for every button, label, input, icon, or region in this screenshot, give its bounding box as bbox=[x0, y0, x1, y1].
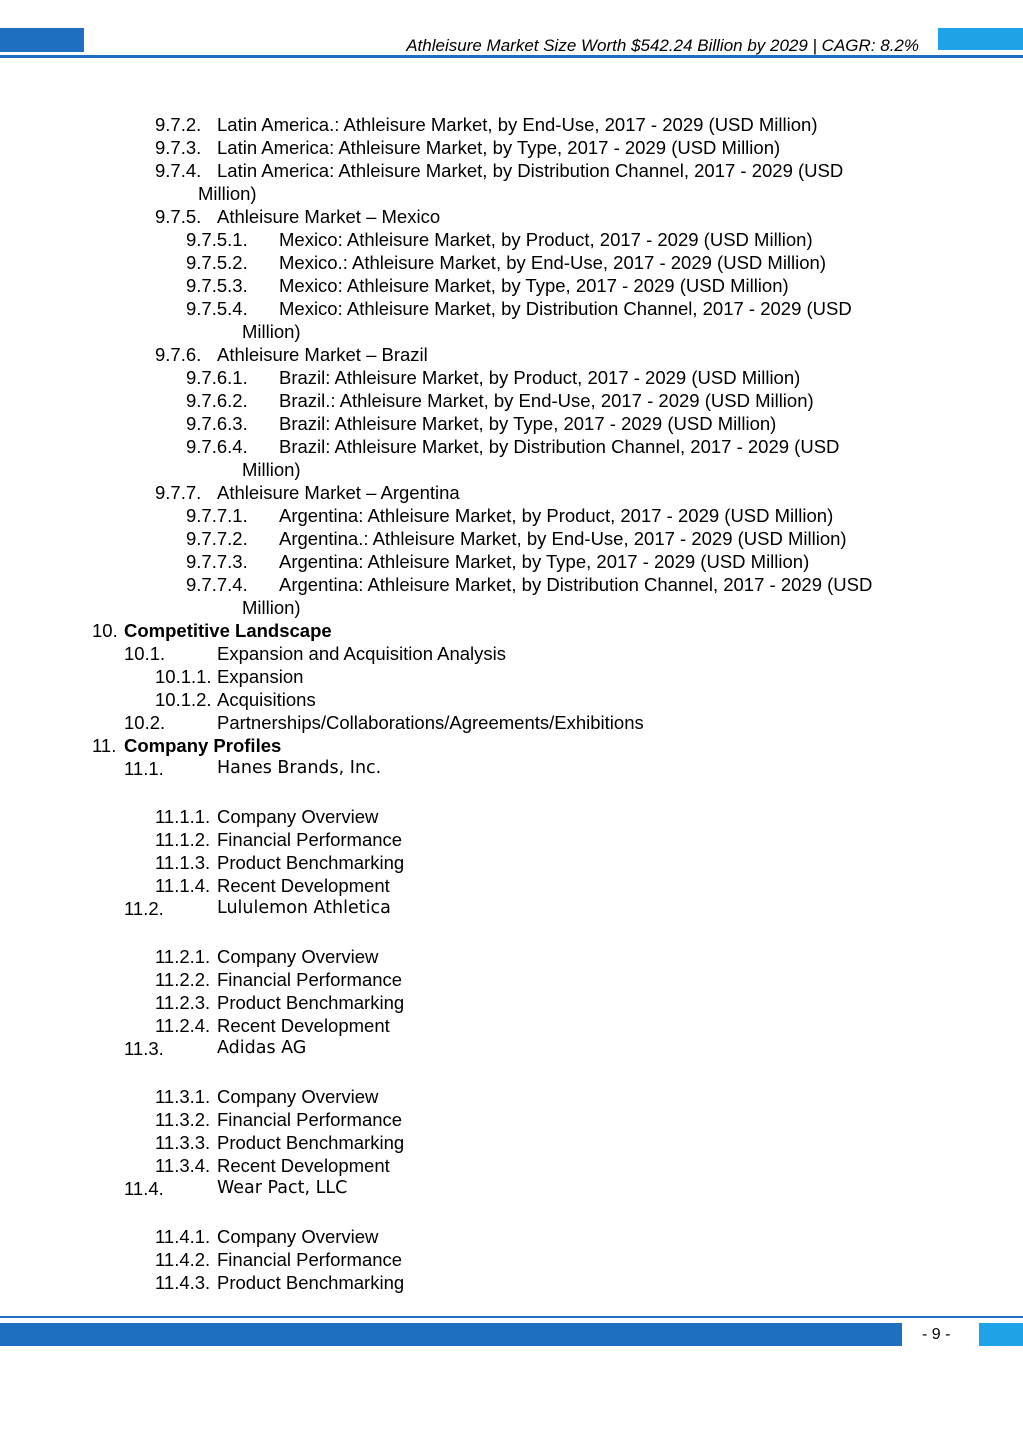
toc-entry bbox=[0, 968, 1023, 991]
table-of-contents bbox=[0, 113, 1023, 1294]
toc-text: Mexico: Athleisure Market, by Type, 2017 - 2029 (USD Million) bbox=[279, 275, 789, 296]
header-accent-left bbox=[0, 28, 84, 52]
toc-text: Company Overview bbox=[217, 806, 379, 827]
toc-entry bbox=[0, 527, 1023, 550]
toc-number: 11.4. bbox=[124, 1178, 164, 1199]
toc-text: Mexico.: Athleisure Market, by End-Use, 2017 - 2029 (USD Million) bbox=[279, 252, 826, 273]
toc-company-name: Lululemon Athletica bbox=[217, 898, 391, 918]
toc-number: 11.2.2. bbox=[155, 969, 211, 990]
toc-number: 11.3.4. bbox=[155, 1155, 211, 1176]
toc-entry bbox=[0, 159, 1023, 182]
toc-number: 9.7.6.3. bbox=[186, 413, 248, 434]
toc-text: Brazil: Athleisure Market, by Product, 2017 - 2029 (USD Million) bbox=[279, 367, 801, 388]
toc-number: 9.7.5.4. bbox=[186, 298, 248, 319]
toc-number: 10.2. bbox=[124, 712, 166, 733]
toc-chapter-title: Competitive Landscape bbox=[124, 620, 332, 641]
toc-text: Financial Performance bbox=[217, 1109, 403, 1130]
toc-text: Argentina: Athleisure Market, by Product, 2017 - 2029 (USD Million) bbox=[279, 505, 834, 526]
toc-text: Athleisure Market – Argentina bbox=[217, 482, 460, 503]
toc-text: Million) bbox=[198, 183, 257, 204]
toc-company-name: Wear Pact, LLC bbox=[217, 1178, 348, 1198]
toc-number: 9.7.7.2. bbox=[186, 528, 248, 549]
toc-text: Argentina.: Athleisure Market, by End-Use, 2017 - 2029 (USD Million) bbox=[279, 528, 847, 549]
toc-entry bbox=[0, 1108, 1023, 1131]
toc-text: Financial Performance bbox=[217, 969, 403, 990]
toc-entry bbox=[0, 688, 1023, 711]
toc-entry bbox=[0, 1014, 1023, 1037]
toc-entry bbox=[0, 113, 1023, 136]
toc-text: Financial Performance bbox=[217, 1249, 403, 1270]
toc-number: 11.4.3. bbox=[155, 1272, 211, 1293]
toc-number: 10.1.2. bbox=[155, 689, 212, 710]
toc-entry-continuation bbox=[0, 458, 1023, 481]
toc-number: 11.4.2. bbox=[155, 1249, 211, 1270]
toc-text: Acquisitions bbox=[217, 689, 316, 710]
toc-number: 11.2.1. bbox=[155, 946, 211, 967]
toc-number: 11.1. bbox=[124, 758, 164, 779]
toc-number: 11. bbox=[92, 735, 117, 756]
toc-entry bbox=[0, 945, 1023, 968]
toc-number: 11.4.1. bbox=[155, 1226, 211, 1247]
toc-chapter bbox=[0, 734, 1023, 757]
toc-entry-continuation bbox=[0, 182, 1023, 205]
toc-text: Argentina: Athleisure Market, by Type, 2017 - 2029 (USD Million) bbox=[279, 551, 810, 572]
toc-number: 11.2. bbox=[124, 898, 164, 919]
toc-number: 9.7.7.4. bbox=[186, 574, 248, 595]
toc-company-name: Adidas AG bbox=[217, 1038, 307, 1058]
toc-number: 9.7.6.1. bbox=[186, 367, 248, 388]
toc-text: Athleisure Market – Mexico bbox=[217, 206, 441, 227]
toc-number: 9.7.7. bbox=[155, 482, 202, 503]
toc-entry bbox=[0, 805, 1023, 828]
toc-text: Latin America: Athleisure Market, by Type, 2017 - 2029 (USD Million) bbox=[217, 137, 781, 158]
page-number: - 9 - bbox=[922, 1326, 951, 1343]
toc-number: 9.7.5.1. bbox=[186, 229, 248, 250]
toc-entry bbox=[0, 274, 1023, 297]
toc-entry bbox=[0, 851, 1023, 874]
toc-entry bbox=[0, 711, 1023, 734]
toc-text: Athleisure Market – Brazil bbox=[217, 344, 428, 365]
toc-text: Expansion bbox=[217, 666, 304, 687]
toc-company bbox=[0, 1037, 1023, 1060]
toc-entry bbox=[0, 366, 1023, 389]
header-rule bbox=[0, 55, 1023, 58]
toc-number: 11.3.2. bbox=[155, 1109, 211, 1130]
toc-chapter bbox=[0, 619, 1023, 642]
toc-text: Product Benchmarking bbox=[217, 992, 405, 1013]
toc-number: 9.7.3. bbox=[155, 137, 202, 158]
toc-entry bbox=[0, 991, 1023, 1014]
toc-text: Million) bbox=[242, 597, 301, 618]
toc-number: 11.1.2. bbox=[155, 829, 211, 850]
toc-entry bbox=[0, 228, 1023, 251]
toc-number: 11.2.4. bbox=[155, 1015, 211, 1036]
toc-entry-continuation bbox=[0, 596, 1023, 619]
toc-number: 9.7.6.4. bbox=[186, 436, 248, 457]
toc-entry bbox=[0, 343, 1023, 366]
footer-accent-left bbox=[0, 1323, 902, 1346]
toc-number: 9.7.2. bbox=[155, 114, 202, 135]
toc-number: 11.3.3. bbox=[155, 1132, 211, 1153]
toc-entry bbox=[0, 1085, 1023, 1108]
toc-text: Company Overview bbox=[217, 946, 379, 967]
toc-number: 9.7.7.1. bbox=[186, 505, 248, 526]
toc-number: 9.7.7.3. bbox=[186, 551, 248, 572]
toc-entry bbox=[0, 665, 1023, 688]
toc-number: 9.7.5.3. bbox=[186, 275, 248, 296]
header-accent-right bbox=[938, 28, 1023, 50]
toc-entry bbox=[0, 1225, 1023, 1248]
toc-number: 9.7.5. bbox=[155, 206, 202, 227]
toc-number: 10.1. bbox=[124, 643, 166, 664]
toc-text: Company Overview bbox=[217, 1226, 379, 1247]
toc-text: Mexico: Athleisure Market, by Product, 2017 - 2029 (USD Million) bbox=[279, 229, 813, 250]
toc-number: 9.7.5.2. bbox=[186, 252, 248, 273]
toc-number: 10. bbox=[92, 620, 118, 641]
toc-text: Financial Performance bbox=[217, 829, 403, 850]
toc-chapter-title: Company Profiles bbox=[124, 735, 282, 756]
toc-text: Expansion and Acquisition Analysis bbox=[217, 643, 506, 664]
toc-number: 10.1.1. bbox=[155, 666, 212, 687]
toc-company bbox=[0, 897, 1023, 920]
toc-entry bbox=[0, 573, 1023, 596]
toc-entry bbox=[0, 1154, 1023, 1177]
toc-text: Million) bbox=[242, 321, 301, 342]
toc-text: Brazil.: Athleisure Market, by End-Use, 2017 - 2029 (USD Million) bbox=[279, 390, 814, 411]
toc-text: Recent Development bbox=[217, 875, 390, 896]
toc-entry bbox=[0, 297, 1023, 320]
toc-entry bbox=[0, 642, 1023, 665]
toc-text: Argentina: Athleisure Market, by Distribution Channel, 2017 - 2029 (USD bbox=[279, 574, 873, 595]
toc-entry bbox=[0, 874, 1023, 897]
toc-entry bbox=[0, 435, 1023, 458]
toc-entry bbox=[0, 504, 1023, 527]
toc-text: Partnerships/Collaborations/Agreements/Exhibitions bbox=[217, 712, 644, 733]
toc-number: 11.1.1. bbox=[155, 806, 211, 827]
toc-text: Brazil: Athleisure Market, by Distribution Channel, 2017 - 2029 (USD bbox=[279, 436, 840, 457]
toc-entry bbox=[0, 1248, 1023, 1271]
toc-entry bbox=[0, 550, 1023, 573]
toc-number: 11.2.3. bbox=[155, 992, 211, 1013]
toc-text: Product Benchmarking bbox=[217, 852, 405, 873]
toc-entry bbox=[0, 389, 1023, 412]
toc-number: 11.3. bbox=[124, 1038, 164, 1059]
toc-entry-continuation bbox=[0, 320, 1023, 343]
toc-text: Recent Development bbox=[217, 1155, 390, 1176]
toc-company-name: Hanes Brands, Inc. bbox=[217, 758, 382, 778]
toc-number: 9.7.4. bbox=[155, 160, 202, 181]
footer-rule bbox=[0, 1316, 1023, 1318]
toc-entry bbox=[0, 1271, 1023, 1294]
toc-number: 9.7.6. bbox=[155, 344, 202, 365]
toc-company bbox=[0, 757, 1023, 780]
toc-entry bbox=[0, 481, 1023, 504]
footer-accent-right bbox=[979, 1323, 1023, 1346]
toc-text: Latin America.: Athleisure Market, by End-Use, 2017 - 2029 (USD Million) bbox=[217, 114, 818, 135]
toc-number: 11.3.1. bbox=[155, 1086, 211, 1107]
toc-number: 11.1.3. bbox=[155, 852, 211, 873]
toc-number: 9.7.6.2. bbox=[186, 390, 248, 411]
toc-text: Product Benchmarking bbox=[217, 1272, 405, 1293]
toc-text: Latin America: Athleisure Market, by Distribution Channel, 2017 - 2029 (USD bbox=[217, 160, 844, 181]
toc-text: Product Benchmarking bbox=[217, 1132, 405, 1153]
toc-text: Million) bbox=[242, 459, 301, 480]
toc-entry bbox=[0, 828, 1023, 851]
toc-entry bbox=[0, 205, 1023, 228]
toc-entry bbox=[0, 1131, 1023, 1154]
toc-entry bbox=[0, 412, 1023, 435]
toc-text: Mexico: Athleisure Market, by Distribution Channel, 2017 - 2029 (USD bbox=[279, 298, 852, 319]
toc-text: Brazil: Athleisure Market, by Type, 2017 - 2029 (USD Million) bbox=[279, 413, 777, 434]
toc-text: Company Overview bbox=[217, 1086, 379, 1107]
header-title: Athleisure Market Size Worth $542.24 Billion by 2029 | CAGR: 8.2% bbox=[406, 36, 919, 55]
toc-entry bbox=[0, 251, 1023, 274]
toc-text: Recent Development bbox=[217, 1015, 390, 1036]
toc-entry bbox=[0, 136, 1023, 159]
toc-number: 11.1.4. bbox=[155, 875, 211, 896]
toc-company bbox=[0, 1177, 1023, 1200]
